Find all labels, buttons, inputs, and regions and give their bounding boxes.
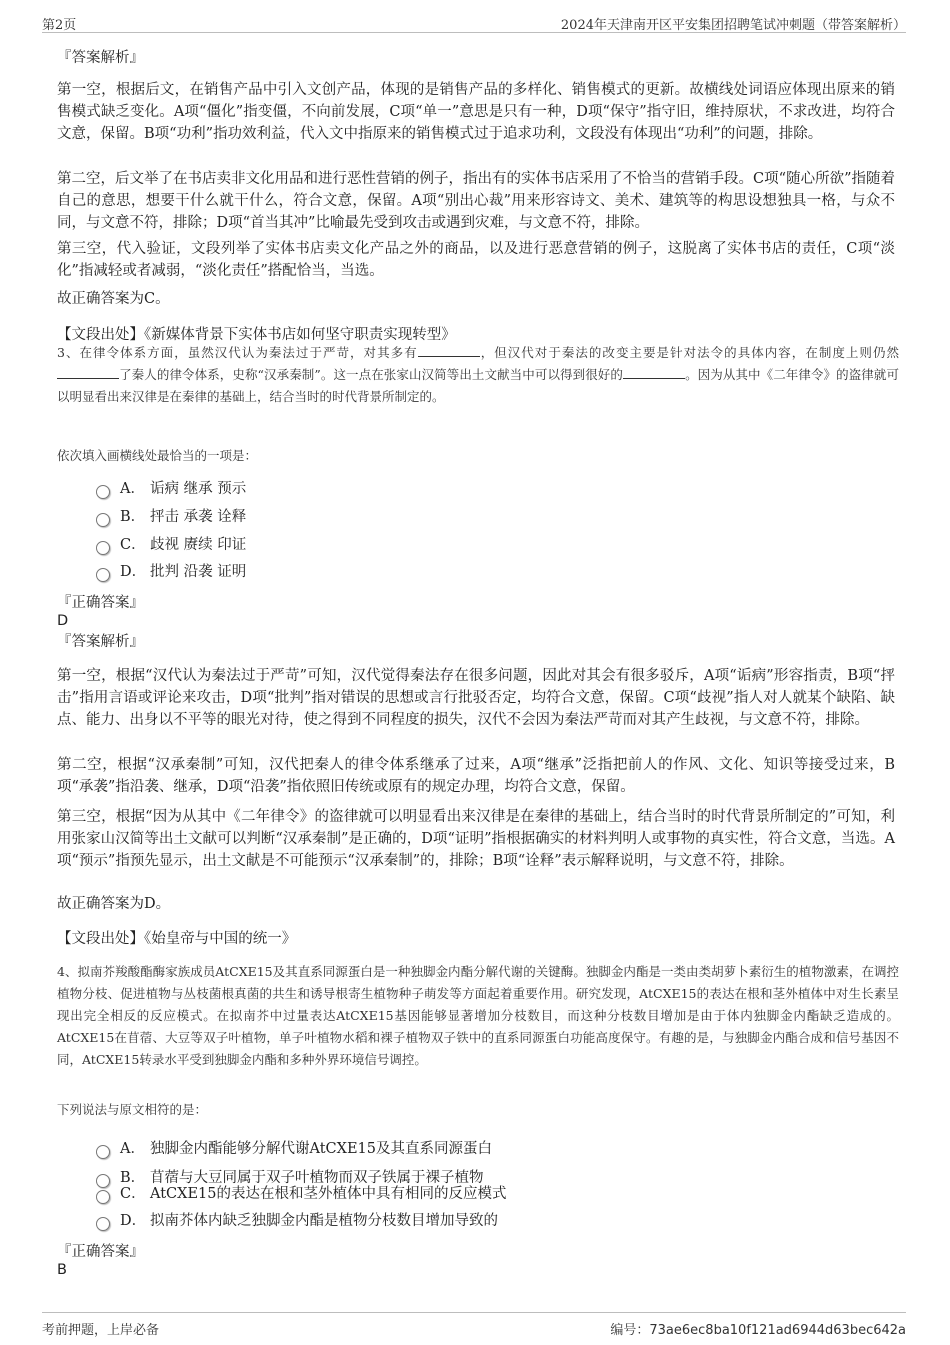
- analysis-paragraph: 第三空，代入验证，文段列举了实体书店卖文化产品之外的商品，以及进行恶意营销的例子，这脱离了实体书店的责任，C项“淡化”指减轻或者减弱，“淡化责任”搭配恰当，当选。: [57, 241, 895, 279]
- analysis-paragraph: 第二空，后文举了在书店卖非文化用品和进行恶性营销的例子，指出有的实体书店采用了不恰当的营销手段。C项“随心所欲”指随着自己的意思，想要干什么就干什么，符合文意，保留。A项“别出心裁”用来形容诗文、美术、建筑等的构思设想独具一格，与众不同，与文意不符，排除；D项“首当其冲”比喻最先受到攻击或遇到灾难，与文意不符，排除。: [57, 171, 895, 231]
- source-line: 【文段出处】《新媒体背景下实体书店如何坚守职责实现转型》: [57, 327, 456, 343]
- analysis-paragraph: 第一空，根据后文，在销售产品中引入文创产品，体现的是销售产品的多样化、销售模式的更新。故横线处词语应体现出原来的销售模式缺乏变化。A项“僵化”指变僵，不向前发展，C项“单一”意思是只有一种，D项“保守”指守旧，维持原状，不求改进，均符合文意，保留。B项“功利”指功效利益，代入文中指原来的销售模式过于追求功利，文段没有体现出“功利”的问题，排除。: [57, 82, 895, 142]
- answer-blank-1: [418, 344, 480, 357]
- radio-icon[interactable]: [96, 541, 110, 555]
- answer-blank-3: [623, 366, 685, 379]
- footer-slogan: 考前押题，上岸必备: [42, 1323, 160, 1338]
- q3-option-b[interactable]: B． 抨击 承袭 诠释: [96, 506, 246, 528]
- analysis-paragraph: 第二空，根据“汉承秦制”可知，汉代把秦人的律令体系继承了过来，A项“继承”泛指把前人的作风、文化、知识等接受过来，B项“承袭”指沿袭、继承，D项“沿袭”指依照旧传统或原有的规定办理，均符合文意，保留。: [57, 757, 895, 795]
- analysis-label: 『答案解析』: [57, 634, 144, 650]
- radio-icon[interactable]: [96, 485, 110, 499]
- document-code: 编号：73ae6ec8ba10f121ad6944d63bec642a: [610, 1323, 906, 1338]
- question-prompt: 下列说法与原文相符的是：: [57, 1102, 208, 1117]
- answer-label: 『正确答案』: [57, 595, 144, 611]
- question-3-stem: 3、在律令体系方面，虽然汉代认为秦法过于严苛，对其多有 ，但汉代对于秦法的改变主要是针对法令的具体内容，在制度上则仍然了秦人的律令体系，史称“汉承秦制”。这一点在张家山汉简等出土文献当中可以得到很好的 。因为从其中《二年律令》的盗律就可以明显看出来汉律是在秦律的基础上，结合当时的时代背景所制定的。: [57, 345, 899, 404]
- answer-label: 『正确答案』: [57, 1244, 144, 1260]
- q4-option-d[interactable]: D． 拟南芥体内缺乏独脚金内酯是植物分枝数目增加导致的: [96, 1210, 498, 1232]
- final-answer-line: 故正确答案为D。: [57, 896, 171, 912]
- page-footer: [42, 1312, 906, 1339]
- q4-option-b[interactable]: B． 苜蓿与大豆同属于双子叶植物而双子铁属于裸子植物: [96, 1167, 484, 1189]
- page-number: 第2页: [42, 18, 77, 33]
- correct-answer: B: [57, 1262, 67, 1278]
- radio-icon[interactable]: [96, 1217, 110, 1231]
- final-answer-line: 故正确答案为C。: [57, 291, 170, 307]
- radio-icon[interactable]: [96, 1190, 110, 1204]
- radio-icon[interactable]: [96, 513, 110, 527]
- analysis-label: 『答案解析』: [57, 50, 144, 66]
- correct-answer: D: [57, 613, 69, 629]
- radio-icon[interactable]: [96, 1145, 110, 1159]
- document-title: 2024年天津南开区平安集团招聘笔试冲刺题（带答案解析）: [560, 18, 906, 33]
- q3-option-c[interactable]: C． 歧视 赓续 印证: [96, 534, 246, 556]
- q4-option-c[interactable]: C． AtCXE15的表达在根和茎外植体中具有相同的反应模式: [96, 1183, 507, 1205]
- analysis-paragraph: 第一空，根据“汉代认为秦法过于严苛”可知，汉代觉得秦法存在很多问题，因此对其会有很多驳斥，A项“诟病”形容指责，B项“抨击”指用言语或评论来攻击，D项“批判”指对错误的思想或言行批驳否定，均符合文意，保留。C项“歧视”指人对人就某个缺陷、缺点、能力、出身以不平等的眼光对待，使之得到不同程度的损失，汉代不会因为秦法严苛而对其产生歧视，与文意不符，排除。: [57, 668, 895, 728]
- page-header: [42, 12, 906, 33]
- radio-icon[interactable]: [96, 568, 110, 582]
- question-prompt: 依次填入画横线处最恰当的一项是：: [57, 448, 258, 463]
- source-line: 【文段出处】《始皇帝与中国的统一》: [57, 931, 297, 947]
- question-4-stem: 4、拟南芥羧酸酯酶家族成员AtCXE15及其直系同源蛋白是一种独脚金内酯分解代谢的关键酶。独脚金内酯是一类由类胡萝卜素衍生的植物激素，在调控植物分枝、促进植物与丛枝菌根真菌的共生和诱导根寄生植物种子萌发等方面起着重要作用。研究发现，AtCXE15的表达在根和茎外植体中对生长素呈现出完全相反的反应模式。在拟南芥中过量表达AtCXE15基因能够显著增加分枝数目，而这种分枝数目增加是由于体内独脚金内酯缺乏造成的。AtCXE15在苜蓿、大豆等双子叶植物，单子叶植物水稻和裸子植物双子铁中的直系同源蛋白功能高度保守。有趣的是，与独脚金内酯合成和信号基因不同，AtCXE15转录水平受到独脚金内酯和多种外界环境信号调控。: [57, 964, 899, 1067]
- answer-blank-2: [57, 366, 119, 379]
- q3-option-d[interactable]: D． 批判 沿袭 证明: [96, 561, 246, 583]
- q3-option-a[interactable]: A． 诟病 继承 预示: [96, 478, 246, 500]
- q4-option-a[interactable]: A． 独脚金内酯能够分解代谢AtCXE15及其直系同源蛋白: [96, 1138, 492, 1160]
- analysis-paragraph: 第三空，根据“因为从其中《二年律令》的盗律就可以明显看出来汉律是在秦律的基础上，结合当时的时代背景所制定的”可知，利用张家山汉简等出土文献可以判断“汉承秦制”是正确的，D项“证明”指根据确实的材料判明人或事物的真实性，符合文意，当选。A项“预示”指预先显示，出土文献是不可能预示“汉承秦制”的，排除；B项“诠释”表示解释说明，与文意不符，排除。: [57, 809, 895, 869]
